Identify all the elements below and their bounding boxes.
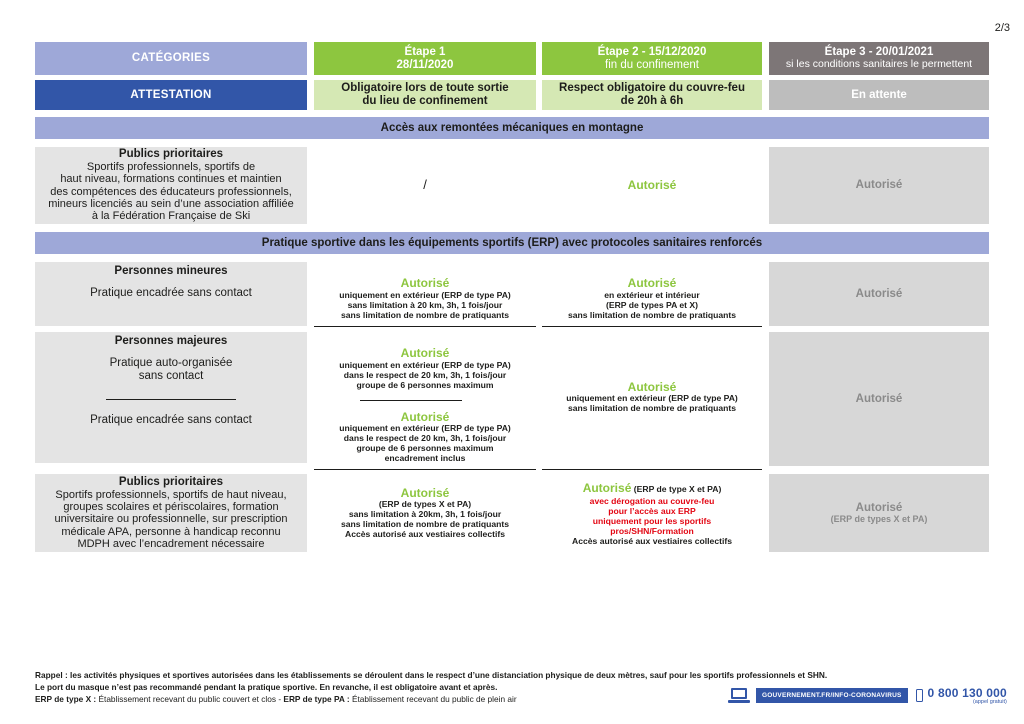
- section1-title: Accès aux remontées mécaniques en montagne: [380, 122, 644, 134]
- ski-etape2-value: Autorisé: [627, 177, 677, 192]
- adults-etape2-line: uniquement en extérieur (ERP de type PA): [566, 393, 738, 404]
- priority-etape2-suffix: (ERP de type X et PA): [631, 484, 722, 495]
- category-line: groupes scolaires et périscolaires, formation: [63, 500, 279, 513]
- adults-etape1-encadree: [314, 408, 536, 466]
- priority-etape3: [769, 474, 989, 552]
- minors-etape2-line: (ERP de types PA et X): [605, 299, 698, 310]
- category-personnes-majeures: [35, 332, 307, 463]
- priority-etape1-line: sans limitation de nombre de pratiquants: [340, 518, 510, 529]
- category-text: Pratique encadrée sans contact: [90, 413, 252, 426]
- adults-etape3: [769, 332, 989, 466]
- etape2-title: Étape 2 - 15/12/2020: [597, 45, 707, 58]
- adults-etape1b-line: uniquement en extérieur (ERP de type PA): [339, 422, 511, 433]
- header-etape1: [314, 42, 536, 75]
- category-line: haut niveau, formations continues et maintien: [60, 173, 282, 186]
- priority-etape1-line: Accès autorisé aux vestiaires collectifs: [344, 528, 506, 539]
- category-text: Pratique auto-organisée: [109, 356, 233, 369]
- divider: [542, 469, 762, 470]
- phone-block: [928, 686, 1007, 705]
- attestation-etape3: [769, 80, 989, 110]
- minors-etape2-line: en extérieur et intérieur: [604, 289, 700, 300]
- etape1-title: Étape 1: [404, 45, 446, 58]
- adults-etape1a-line: dans le respect de 20 km, 3h, 1 fois/jour: [343, 369, 507, 380]
- divider: [542, 326, 762, 327]
- footer-line: [35, 669, 827, 681]
- footer-erp-x-label: ERP de type X :: [35, 694, 97, 705]
- footer-erp-pa-text: Établissement recevant du public de plein air: [349, 694, 517, 705]
- minors-etape2-line: sans limitation de nombre de pratiquants: [567, 309, 737, 320]
- etape1-date: 28/11/2020: [396, 58, 454, 71]
- minors-etape1-line: sans limitation de nombre de pratiquants: [340, 309, 510, 320]
- adults-etape1a-line: groupe de 6 personnes maximum: [356, 379, 494, 390]
- ski-etape1-value: /: [423, 177, 427, 193]
- category-line: mineurs licenciés au sein d’une association affiliée: [48, 198, 294, 211]
- adults-etape1b-line: dans le respect de 20 km, 3h, 1 fois/jour: [343, 432, 507, 443]
- category-text: sans contact: [138, 369, 204, 382]
- adults-etape3-value: Autorisé: [855, 392, 903, 405]
- divider: [106, 399, 236, 400]
- header-categories: [35, 42, 307, 75]
- att2-line: Respect obligatoire du couvre-feu: [559, 82, 745, 95]
- priority-etape2-red-line: uniquement pour les sportifs: [592, 516, 712, 527]
- att2-line: de 20h à 6h: [620, 95, 684, 107]
- attestation-label: ATTESTATION: [130, 88, 212, 101]
- adults-etape1a-auth: Autorisé: [400, 346, 450, 361]
- header-categories-label: CATÉGORIES: [131, 52, 211, 65]
- attestation-etape1: [314, 80, 536, 110]
- priority-etape1-line: (ERP de types X et PA): [378, 498, 472, 509]
- adults-etape1b-line: groupe de 6 personnes maximum: [356, 442, 494, 453]
- gov-info-banner: [728, 686, 1007, 705]
- divider: [314, 469, 536, 470]
- footer-erp-x-text: Établissement recevant du public couvert et clos -: [96, 694, 284, 705]
- minors-etape3-value: Autorisé: [855, 287, 903, 300]
- ski-etape3-value: Autorisé: [855, 179, 903, 192]
- footer-line: [35, 693, 827, 705]
- minors-etape2-auth: Autorisé: [627, 276, 677, 291]
- category-publics-prioritaires-erp: [35, 474, 307, 552]
- category-line: médicale APA, personne à handicap reconnu: [61, 525, 281, 538]
- section-erp: [35, 232, 989, 254]
- ski-etape3: [769, 147, 989, 224]
- section2-title: Pratique sportive dans les équipements sportifs (ERP) avec protocoles sanitaires renforcés: [261, 237, 763, 249]
- att3-label: En attente: [851, 88, 907, 101]
- header-etape3: [769, 42, 989, 75]
- adults-etape1a-line: uniquement en extérieur (ERP de type PA): [339, 359, 511, 370]
- minors-etape1-line: sans limitation à 20 km, 3h, 1 fois/jour: [347, 299, 503, 310]
- category-line: Sportifs professionnels, sportifs de haut niveau,: [55, 488, 287, 501]
- adults-etape1b-auth: Autorisé: [400, 409, 450, 424]
- section-remontees: [35, 117, 989, 139]
- adults-etape2: [542, 332, 762, 463]
- minors-etape3: [769, 262, 989, 326]
- divider: [314, 326, 536, 327]
- header-attestation: [35, 80, 307, 110]
- priority-etape3-value: Autorisé: [855, 501, 903, 514]
- etape3-sub: si les conditions sanitaires le permettent: [785, 58, 973, 71]
- category-line: des compétences des éducateurs professionnels,: [50, 185, 292, 198]
- priority-etape2-red-line: pros/SHN/Formation: [610, 525, 694, 536]
- priority-etape2-line: Accès autorisé aux vestiaires collectifs: [571, 535, 733, 546]
- footer-notes: [35, 669, 827, 705]
- gov-url[interactable]: GOUVERNEMENT.FR/INFO-CORONAVIRUS: [756, 688, 908, 703]
- category-line: MDPH avec l’encadrement nécessaire: [77, 537, 265, 550]
- category-title: Publics prioritaires: [118, 475, 224, 488]
- priority-etape1-auth: Autorisé: [400, 485, 450, 500]
- minors-etape1-line: uniquement en extérieur (ERP de type PA): [339, 289, 511, 300]
- category-title: Personnes majeures: [114, 335, 228, 347]
- footer-erp-pa-label: ERP de type PA :: [283, 694, 350, 705]
- ski-etape1: [314, 147, 536, 224]
- laptop-icon: [728, 688, 750, 704]
- att1-line: Obligatoire lors de toute sortie: [341, 82, 509, 95]
- priority-etape3-sub: (ERP de types X et PA): [830, 514, 928, 525]
- priority-etape2-auth: Autorisé: [582, 481, 632, 496]
- priority-etape2: [542, 474, 762, 552]
- footer-rappel: Rappel : les activités physiques et sportives autorisées dans les établissements se déroulent dans le respect d’une distanciation physique de deux mètres, sauf pour les sportifs professionnels et SHN.: [35, 670, 828, 680]
- attestation-etape2: [542, 80, 762, 110]
- minors-etape1-auth: Autorisé: [400, 276, 450, 291]
- header-etape2: [542, 42, 762, 75]
- phone-icon: [916, 689, 923, 702]
- adults-etape2-line: sans limitation de nombre de pratiquants: [567, 403, 737, 414]
- category-title: Personnes mineures: [114, 265, 228, 277]
- category-title: Publics prioritaires: [118, 148, 224, 161]
- phone-sub: (appel gratuit): [972, 699, 1007, 705]
- etape2-sub: fin du confinement: [605, 58, 699, 71]
- category-text: Pratique encadrée sans contact: [90, 286, 252, 299]
- priority-etape2-red-line: avec dérogation au couvre-feu: [589, 496, 715, 507]
- footer-masque: Le port du masque n’est pas recommandé pendant la pratique sportive. En revanche, il est obligatoire avant et après.: [35, 682, 498, 693]
- adults-etape1-auto: [314, 344, 536, 394]
- category-line: universitaire ou professionnelle, sur prescription: [54, 513, 288, 526]
- adults-etape1b-line: encadrement inclus: [384, 452, 466, 463]
- page-number: 2/3: [994, 22, 1010, 34]
- minors-etape2: [542, 274, 762, 324]
- divider: [360, 400, 462, 401]
- ski-etape2: [542, 147, 762, 224]
- footer-line: [35, 681, 827, 693]
- category-publics-prioritaires-ski: [35, 147, 307, 224]
- priority-etape1-line: sans limitation à 20km, 3h, 1 fois/jour: [348, 508, 502, 519]
- category-line: à la Fédération Française de Ski: [91, 210, 251, 223]
- priority-etape2-red-line: pour l’accès aux ERP: [608, 506, 696, 517]
- category-line: Sportifs professionnels, sportifs de: [86, 161, 256, 174]
- phone-number[interactable]: 0 800 130 000: [927, 686, 1007, 700]
- priority-etape1: [314, 474, 536, 552]
- att1-line: du lieu de confinement: [362, 95, 488, 107]
- minors-etape1: [314, 274, 536, 324]
- etape3-title: Étape 3 - 20/01/2021: [824, 46, 934, 59]
- adults-etape2-auth: Autorisé: [627, 379, 677, 394]
- category-personnes-mineures: [35, 262, 307, 326]
